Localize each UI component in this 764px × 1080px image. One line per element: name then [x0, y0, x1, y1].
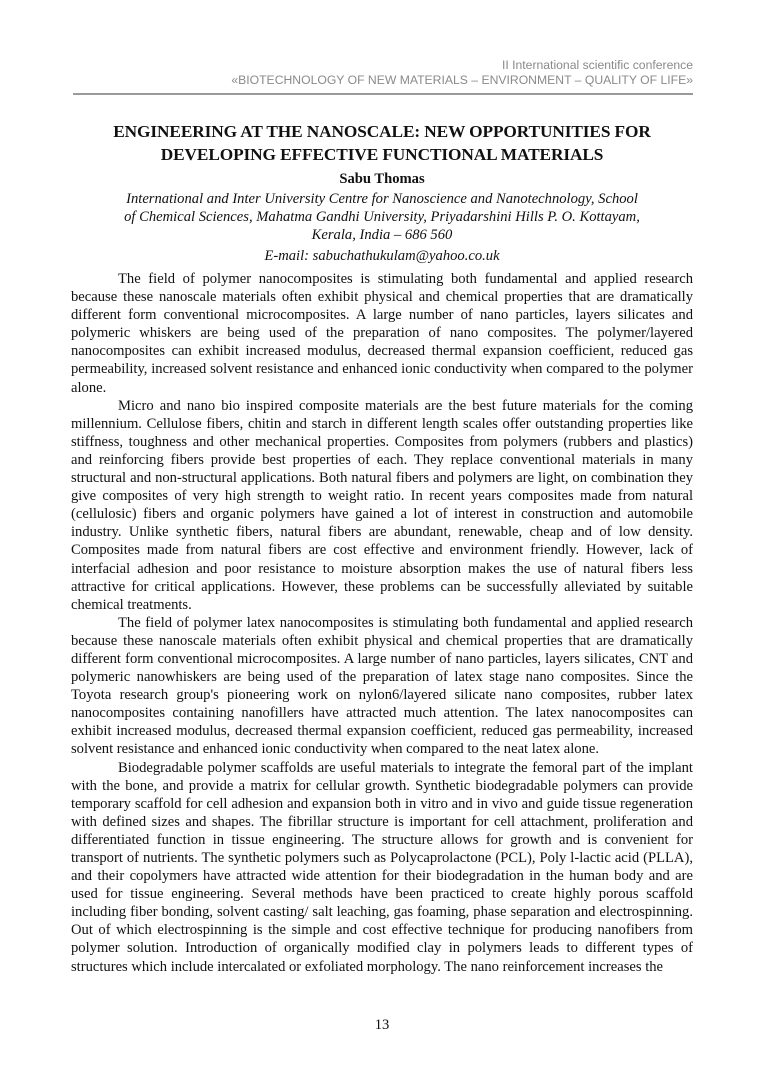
paragraph-biodegradable-scaffolds: Biodegradable polymer scaffolds are useful materials to integrate the femoral part of the implant with the bone, and provide a matrix for cellular growth. Synthetic biodegradable polymers can provide temporary scaffold for cell adhesion and expansion both in vitro and in vivo and guide tissue regeneration with defined sizes and shapes. The fibrillar structure is important for cell attachment, proliferation and differentiated function in tissue engineering. The structure allows for growth and is convenient for transport of nutrients. The synthetic polymers such as Polycaprolactone (PCL), Poly l-lactic acid (PLLA), and their copolymers have attracted wide attention for their biodegradation in the human body and are used for tissue engineering. Several methods have been practiced to create highly porous scaffold including fiber bonding, solvent casting/ salt leaching, gas foaming, phase separation and electrospinning. Out of which electrospinning is the simple and cost effective technique for producing nanofibers from polymer solution. Introduction of organically modified clay in polymers leads to different types of structures which include intercalated or exfoliated morphology. The nano reinforcement increases the	[71, 759, 693, 975]
author-name: Sabu Thomas	[339, 171, 425, 187]
title-line-1: ENGINEERING AT THE NANOSCALE: NEW OPPORTUNITIES FOR	[113, 122, 651, 141]
header-divider	[73, 93, 693, 95]
title-block	[71, 120, 693, 265]
author-email: E-mail: sabuchathukulam@yahoo.co.uk	[264, 248, 500, 264]
paragraph-latex-nanocomposites: The field of polymer latex nanocomposites is stimulating both fundamental and applied research because these nanoscale materials often exhibit physical and chemical properties that are dramatically different form conventional microcomposites. A large number of nano particles, layers silicates, CNT and polymeric nanowhiskers are being used of the preparation of latex stage nano composites. Since the Toyota research group's pioneering work on nylon6/layered silicate nano composites, rubber latex nanocomposites containing nanofillers have attracted much attention. The latex nanocomposites can exhibit increased modulus, decreased thermal expansion coefficient, reduced gas permeability, increased solvent resistance and enhanced ionic conductivity when compared to the neat latex alone.	[71, 614, 693, 758]
page-number: 13	[374, 1017, 390, 1033]
paragraph-bio-inspired-composites: Micro and nano bio inspired composite materials are the best future materials for the coming millennium. Cellulose fibers, chitin and starch in different length scales offer outstanding properties like stiffness, toughness and other mechanical properties. Composites from polymers (rubbers and plastics) and reinforcing fibers provide best properties of each. They replace conventional materials in many structural and non-structural applications. Both natural fibers and polymers are light, on combination they give composites of very high strength to weight ratio. In recent years composites made from natural (cellulosic) fibers and organic polymers have gained a lot of interest in construction and automobile industry. Unlike synthetic fibers, natural fibers are abundant, renewable, cheap and of low density. Composites made from natural fibers are cost effective and environment friendly. However, lack of interfacial adhesion and poor resistance to moisture absorption makes the use of natural fibers less attractive for critical applications. However, these problems can be successfully alleviated by suitable chemical treatments.	[71, 397, 693, 613]
affiliation-line-2: of Chemical Sciences, Mahatma Gandhi University, Priyadarshini Hills P. O. Kottayam,	[124, 209, 640, 225]
paper-title	[71, 120, 693, 166]
author-affiliation	[71, 190, 693, 244]
conference-theme: «BIOTECHNOLOGY OF NEW MATERIALS – ENVIRONMENT – QUALITY OF LIFE»	[231, 73, 693, 87]
affiliation-line-3: Kerala, India – 686 560	[311, 227, 453, 243]
paragraph-polymer-nanocomposites: The field of polymer nanocomposites is stimulating both fundamental and applied research because these nanoscale materials often exhibit physical and chemical properties that are dramatically different form conventional microcomposites. A large number of nano particles, layers silicates and polymeric whiskers are being used of the preparation of nano composites. The polymer/layered nanocomposites can exhibit increased modulus, decreased thermal expansion coefficient, reduced gas permeability, increased solvent resistance and enhanced ionic conductivity when compared to the polymer alone.	[71, 271, 693, 396]
affiliation-line-1: International and Inter University Centre for Nanoscience and Nanotechnology, School	[126, 191, 638, 207]
conference-name: II International scientific conference	[501, 58, 693, 72]
title-line-2: DEVELOPING EFFECTIVE FUNCTIONAL MATERIALS	[160, 145, 604, 164]
article-body	[71, 270, 693, 976]
running-header	[73, 58, 693, 88]
